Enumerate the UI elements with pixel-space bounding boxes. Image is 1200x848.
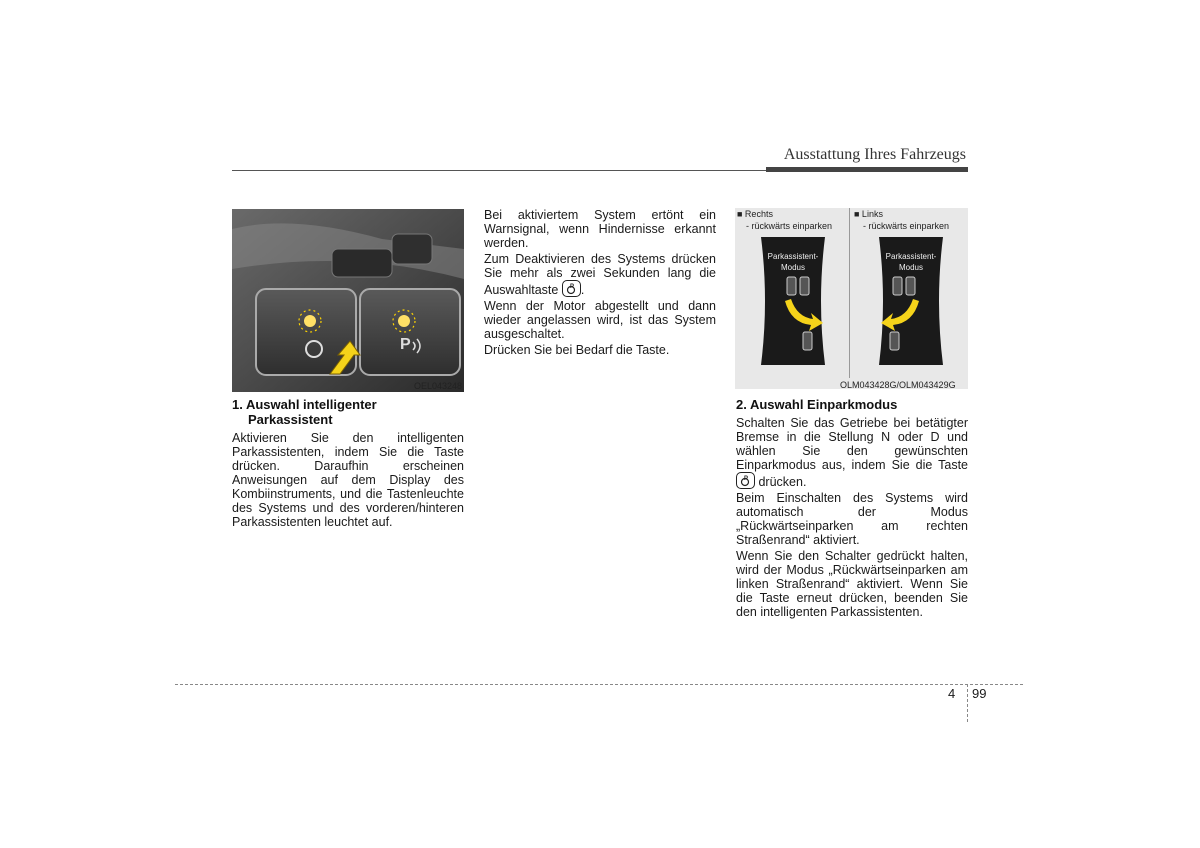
middle-paragraph-2 — [484, 252, 716, 297]
display-right-title — [761, 251, 825, 273]
page-header-title: Ausstattung Ihres Fahrzeugs — [783, 146, 966, 163]
middle-paragraph-2-text: Zum Deaktivieren des Systems drücken Sie mehr als zwei Sekunden lang die Auswahltaste — [484, 252, 716, 297]
right-paragraph-3: Wenn Sie den Schalter gedrückt halten, wird der Modus „Rückwärtseinparken am linken Straßenrand“ aktiviert. Wenn Sie die Taste erneut drücken, beenden Sie den intelligenten Parkassistenten. — [736, 549, 968, 619]
middle-paragraph-1: Bei aktiviertem System ertönt ein Warnsignal, wenn Hindernisse erkannt werden. — [484, 208, 716, 250]
svg-text:P: P — [744, 476, 749, 482]
photo-code: OEL043248 — [414, 381, 463, 391]
display-right-title-line2: Modus — [780, 263, 805, 272]
svg-text:P: P — [569, 284, 574, 290]
parking-assist-button-icon — [562, 280, 581, 297]
middle-paragraph-4: Drücken Sie bei Bedarf die Taste. — [484, 343, 670, 357]
display-left-title-line1: Parkassistent- — [885, 252, 937, 261]
diagram-divider — [849, 208, 850, 378]
middle-paragraph-3: Wenn der Motor abgestellt und dann wieder angelassen wird, ist das System ausgeschaltet. — [484, 299, 716, 341]
right-paragraph-1-text: Schalten Sie das Getriebe bei betätigter Bremse in die Stellung N oder D und wählen Sie den gewünschten Einparkmodus aus, indem Sie die Taste — [736, 416, 968, 472]
parking-assist-button-icon — [736, 472, 755, 489]
header-bar — [766, 167, 968, 172]
svg-text:P: P — [400, 336, 411, 353]
diagram-code: OLM043428G/OLM043429G — [840, 380, 956, 390]
section-1-heading-line2: Parkassistent — [248, 412, 333, 427]
footer-divider — [967, 684, 968, 722]
footer-rule — [175, 684, 1023, 685]
page-number: 99 — [972, 686, 987, 701]
middle-paragraph-2-end: . — [580, 283, 585, 297]
right-paragraph-1 — [736, 416, 968, 489]
display-left-title — [879, 251, 943, 273]
right-paragraph-1-end: drücken. — [758, 475, 807, 489]
section-2-heading: 2. Auswahl Einparkmodus — [736, 397, 898, 412]
display-left-title-line2: Modus — [898, 263, 923, 272]
display-right-title-line1: Parkassistent- — [767, 252, 819, 261]
section-1-heading — [232, 397, 464, 427]
section-1-body — [232, 431, 464, 531]
middle-text-column — [484, 208, 716, 359]
console-buttons-illustration — [232, 209, 464, 392]
right-paragraph-2: Beim Einschalten des Systems wird automatisch der Modus „Rückwärtseinparken am rechten Straßenrand“ aktiviert. — [736, 491, 968, 547]
diagram-right-label: ■ Links — [854, 209, 883, 219]
button-photo — [232, 209, 464, 392]
diagram-left-sublabel: - rückwärts einparken — [746, 221, 833, 231]
section-1-paragraph: Aktivieren Sie den intelligenten Parkassistenten, indem Sie die Taste drücken. Daraufhin erscheinen Anweisungen auf dem Display des Kombiinstruments, und die Tastenleuchte des Systems und des vorderen/hinteren Parkassistenten leuchtet auf. — [232, 431, 464, 529]
parking-mode-diagram — [735, 208, 968, 389]
diagram-left-label: ■ Rechts — [737, 209, 773, 219]
diagram-right-sublabel: - rückwärts einparken — [863, 221, 950, 231]
chapter-number: 4 — [948, 686, 956, 701]
section-1-heading-line1: 1. Auswahl intelligenter — [232, 397, 377, 412]
right-text-column — [736, 416, 968, 621]
